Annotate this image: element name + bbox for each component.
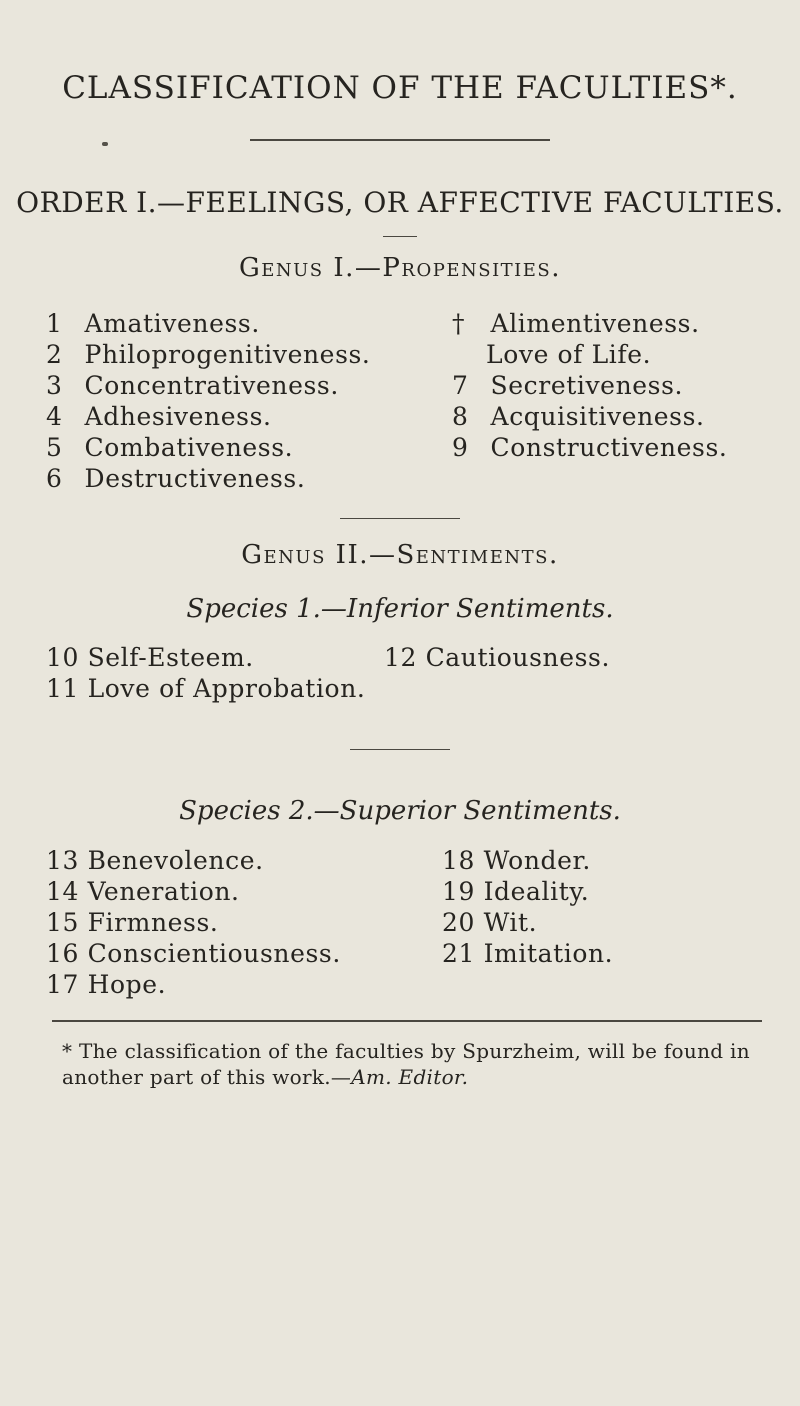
list-item: 5 Combativeness. <box>46 433 294 462</box>
list-item: 3 Concentrativeness. <box>46 371 339 400</box>
genus-2-heading: Genus II.—Sentiments. <box>241 540 559 570</box>
list-item: 10 Self-Esteem. <box>46 643 254 672</box>
list-item: 14 Veneration. <box>46 877 240 906</box>
list-item: 18 Wonder. <box>442 846 591 875</box>
species-1-heading: Species 1.—Inferior Sentiments. <box>186 594 614 624</box>
list-item: 19 Ideality. <box>442 877 590 906</box>
list-item: 15 Firmness. <box>46 908 219 937</box>
list-item: Love of Life. <box>486 340 652 369</box>
genus-1-heading: Genus I.—Propensities. <box>238 253 562 283</box>
list-item: 17 Hope. <box>46 970 167 999</box>
species-2-heading: Species 2.—Superior Sentiments. <box>179 796 621 826</box>
list-item: 1 Amativeness. <box>46 309 260 338</box>
list-item: 16 Conscientiousness. <box>46 939 341 968</box>
list-item: 20 Wit. <box>442 908 538 937</box>
list-item: 21 Imitation. <box>442 939 614 968</box>
footnote: * The classification of the faculties by Spurzheim, will be found in another part of this work.—Am. Editor. <box>62 1039 750 1089</box>
list-item: 9 Constructiveness. <box>452 433 728 462</box>
divider <box>250 139 550 141</box>
ink-mark <box>102 142 108 146</box>
order-heading: ORDER I.—FEELINGS, OR AFFECTIVE FACULTIES. <box>16 186 784 219</box>
list-item: 6 Destructiveness. <box>46 464 306 493</box>
list-item: 13 Benevolence. <box>46 846 264 875</box>
list-item: 4 Adhesiveness. <box>46 402 272 431</box>
list-item: 12 Cautiousness. <box>384 643 611 672</box>
divider <box>383 236 417 237</box>
page-title: CLASSIFICATION OF THE FACULTIES*. <box>62 70 738 106</box>
footnote-divider <box>52 1020 762 1022</box>
list-item: 7 Secretiveness. <box>452 371 684 400</box>
list-item: 8 Acquisitiveness. <box>452 402 705 431</box>
divider <box>340 518 460 519</box>
list-item: 2 Philoprogenitiveness. <box>46 340 371 369</box>
divider <box>350 749 450 750</box>
list-item: 11 Love of Approbation. <box>46 674 366 703</box>
list-item: † Alimentiveness. <box>452 309 700 338</box>
